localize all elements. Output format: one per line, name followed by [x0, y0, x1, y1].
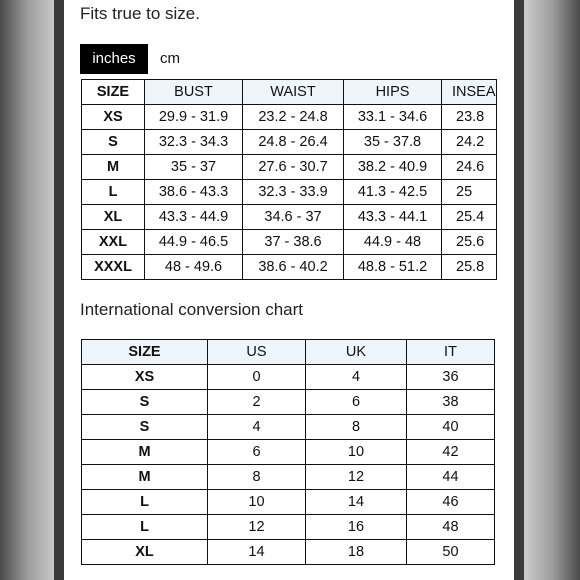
value-cell: 38 [407, 390, 495, 415]
value-cell: 14 [208, 540, 306, 565]
value-cell: 44.9 - 46.5 [145, 230, 243, 255]
value-cell: 40 [407, 415, 495, 440]
value-cell: 38.6 - 43.3 [145, 180, 243, 205]
value-cell: 24.8 - 26.4 [243, 130, 344, 155]
intl-chart-row [82, 515, 495, 540]
value-cell: 23.8 [442, 105, 497, 130]
size-cell: XXL [82, 230, 145, 255]
value-cell: 8 [306, 415, 407, 440]
intl-chart-row [82, 390, 495, 415]
value-cell: 44.9 - 48 [344, 230, 442, 255]
value-cell: 25 [442, 180, 497, 205]
intl-chart-header: SIZE [82, 340, 208, 365]
size-guide-page [64, 0, 514, 580]
intl-chart-header-row [82, 340, 495, 365]
size-chart-header: INSEA [442, 80, 497, 105]
value-cell: 48 - 49.6 [145, 255, 243, 280]
value-cell: 32.3 - 33.9 [243, 180, 344, 205]
value-cell: 24.2 [442, 130, 497, 155]
tab-cm[interactable]: cm [160, 50, 180, 67]
intl-chart-row [82, 490, 495, 515]
size-cell: XL [82, 205, 145, 230]
tab-inches[interactable]: inches [80, 44, 148, 74]
size-chart-row [82, 205, 497, 230]
value-cell: 46 [407, 490, 495, 515]
size-cell: L [82, 180, 145, 205]
size-cell: S [82, 390, 208, 415]
fit-note: Fits true to size. [80, 4, 200, 23]
size-cell: XS [82, 105, 145, 130]
value-cell: 12 [306, 465, 407, 490]
value-cell: 44 [407, 465, 495, 490]
value-cell: 34.6 - 37 [243, 205, 344, 230]
value-cell: 10 [306, 440, 407, 465]
size-cell: L [82, 515, 208, 540]
size-cell: M [82, 440, 208, 465]
value-cell: 35 - 37.8 [344, 130, 442, 155]
size-chart-header: WAIST [243, 80, 344, 105]
intl-chart-header: UK [306, 340, 407, 365]
value-cell: 8 [208, 465, 306, 490]
value-cell: 6 [208, 440, 306, 465]
size-chart-row [82, 180, 497, 205]
value-cell: 27.6 - 30.7 [243, 155, 344, 180]
value-cell: 38.6 - 40.2 [243, 255, 344, 280]
intl-chart-header: IT [407, 340, 495, 365]
size-cell: XS [82, 365, 208, 390]
value-cell: 4 [306, 365, 407, 390]
intl-chart-row [82, 465, 495, 490]
intl-conversion-table [81, 339, 495, 565]
size-cell: M [82, 155, 145, 180]
size-chart-row [82, 155, 497, 180]
value-cell: 25.4 [442, 205, 497, 230]
value-cell: 12 [208, 515, 306, 540]
value-cell: 42 [407, 440, 495, 465]
value-cell: 32.3 - 34.3 [145, 130, 243, 155]
value-cell: 43.3 - 44.1 [344, 205, 442, 230]
intl-chart-row [82, 440, 495, 465]
value-cell: 23.2 - 24.8 [243, 105, 344, 130]
size-chart-row [82, 130, 497, 155]
size-chart-header: BUST [145, 80, 243, 105]
size-chart-row [82, 105, 497, 130]
size-cell: S [82, 415, 208, 440]
value-cell: 35 - 37 [145, 155, 243, 180]
value-cell: 33.1 - 34.6 [344, 105, 442, 130]
size-chart-header-row [82, 80, 497, 105]
value-cell: 38.2 - 40.9 [344, 155, 442, 180]
value-cell: 48.8 - 51.2 [344, 255, 442, 280]
size-cell: M [82, 465, 208, 490]
intl-chart-row [82, 540, 495, 565]
size-cell: XXXL [82, 255, 145, 280]
unit-tabs [80, 44, 191, 74]
size-cell: XL [82, 540, 208, 565]
size-chart-row [82, 255, 497, 280]
value-cell: 29.9 - 31.9 [145, 105, 243, 130]
value-cell: 14 [306, 490, 407, 515]
value-cell: 0 [208, 365, 306, 390]
value-cell: 25.6 [442, 230, 497, 255]
value-cell: 37 - 38.6 [243, 230, 344, 255]
value-cell: 24.6 [442, 155, 497, 180]
value-cell: 6 [306, 390, 407, 415]
size-chart-row [82, 230, 497, 255]
size-cell: S [82, 130, 145, 155]
value-cell: 43.3 - 44.9 [145, 205, 243, 230]
intl-chart-title: International conversion chart [80, 300, 304, 319]
size-chart-header: HIPS [344, 80, 442, 105]
value-cell: 50 [407, 540, 495, 565]
value-cell: 4 [208, 415, 306, 440]
size-chart-table [81, 79, 497, 280]
value-cell: 10 [208, 490, 306, 515]
value-cell: 36 [407, 365, 495, 390]
size-cell: L [82, 490, 208, 515]
intl-chart-row [82, 415, 495, 440]
value-cell: 2 [208, 390, 306, 415]
intl-chart-row [82, 365, 495, 390]
value-cell: 25.8 [442, 255, 497, 280]
size-chart-header: SIZE [82, 80, 145, 105]
value-cell: 41.3 - 42.5 [344, 180, 442, 205]
value-cell: 16 [306, 515, 407, 540]
intl-chart-header: US [208, 340, 306, 365]
value-cell: 18 [306, 540, 407, 565]
value-cell: 48 [407, 515, 495, 540]
right-frame-border [514, 0, 524, 580]
left-frame-border [54, 0, 64, 580]
